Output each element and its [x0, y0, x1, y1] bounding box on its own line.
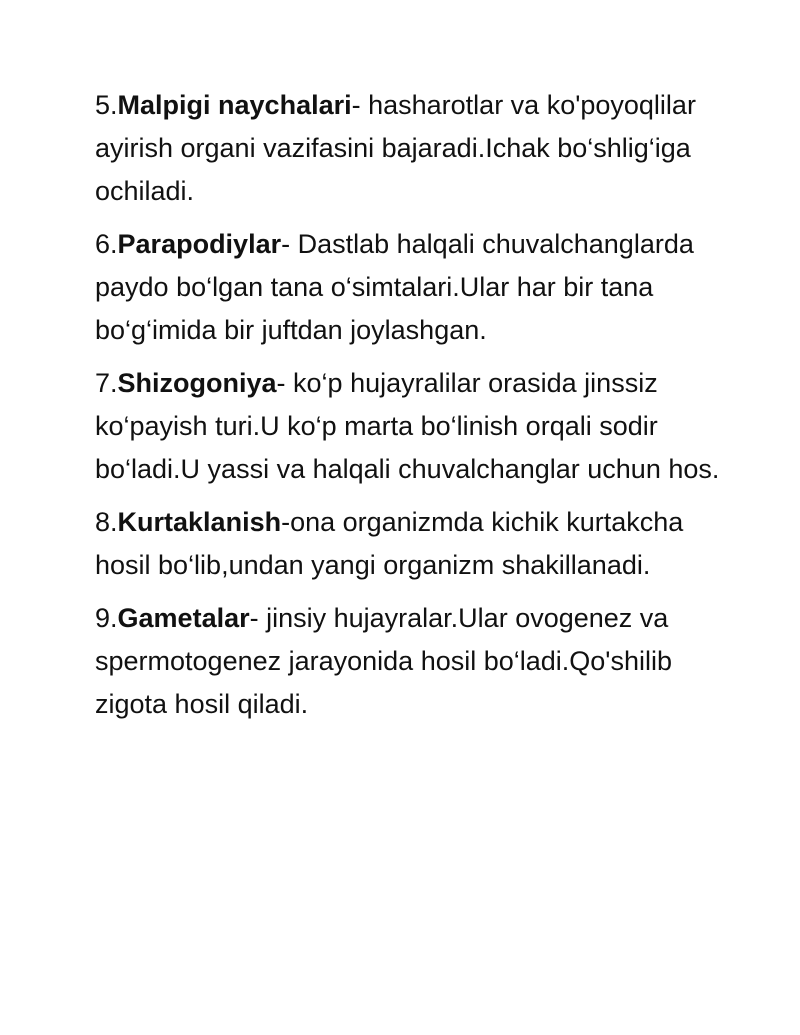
entry-term: Kurtaklanish	[117, 507, 282, 537]
entry-number: 7.	[95, 368, 118, 398]
document-page	[95, 84, 735, 736]
entry-number: 8.	[95, 507, 118, 537]
entry-6	[95, 223, 735, 352]
entry-definition: - Dastlab halqali chuvalchanglarda paydo bo‘lgan tana o‘simtalari.Ular har bir tana bo‘g‘imida bir juftdan joylashgan.	[95, 229, 694, 345]
entry-9	[95, 597, 735, 726]
entry-number: 9.	[95, 603, 118, 633]
entry-7	[95, 362, 735, 491]
entry-number: 5.	[95, 90, 118, 120]
entry-term: Gametalar	[117, 603, 250, 633]
entry-term: Shizogoniya	[117, 368, 277, 398]
entry-5	[95, 84, 735, 213]
entry-definition: -ona organizmda kichik kurtakcha hosil bo‘lib,undan yangi organizm shakillanadi.	[95, 507, 684, 580]
entry-term: Parapodiylar	[117, 229, 282, 259]
entry-number: 6.	[95, 229, 118, 259]
entry-8	[95, 501, 735, 587]
entry-definition: - ko‘p hujayralilar orasida jinssiz ko‘payish turi.U ko‘p marta bo‘linish orqali sodir bo‘ladi.U yassi va halqali chuvalchanglar uchun hos.	[95, 368, 720, 484]
entry-term: Malpigi naychalari	[117, 90, 352, 120]
entry-definition: - jinsiy hujayralar.Ular ovogenez va spermotogenez jarayonida hosil bo‘ladi.Qo'shilib zigota hosil qiladi.	[95, 603, 672, 719]
entry-definition: - hasharotlar va ko'poyoqlilar ayirish organi vazifasini bajaradi.Ichak bo‘shlig‘iga ochiladi.	[95, 90, 696, 206]
